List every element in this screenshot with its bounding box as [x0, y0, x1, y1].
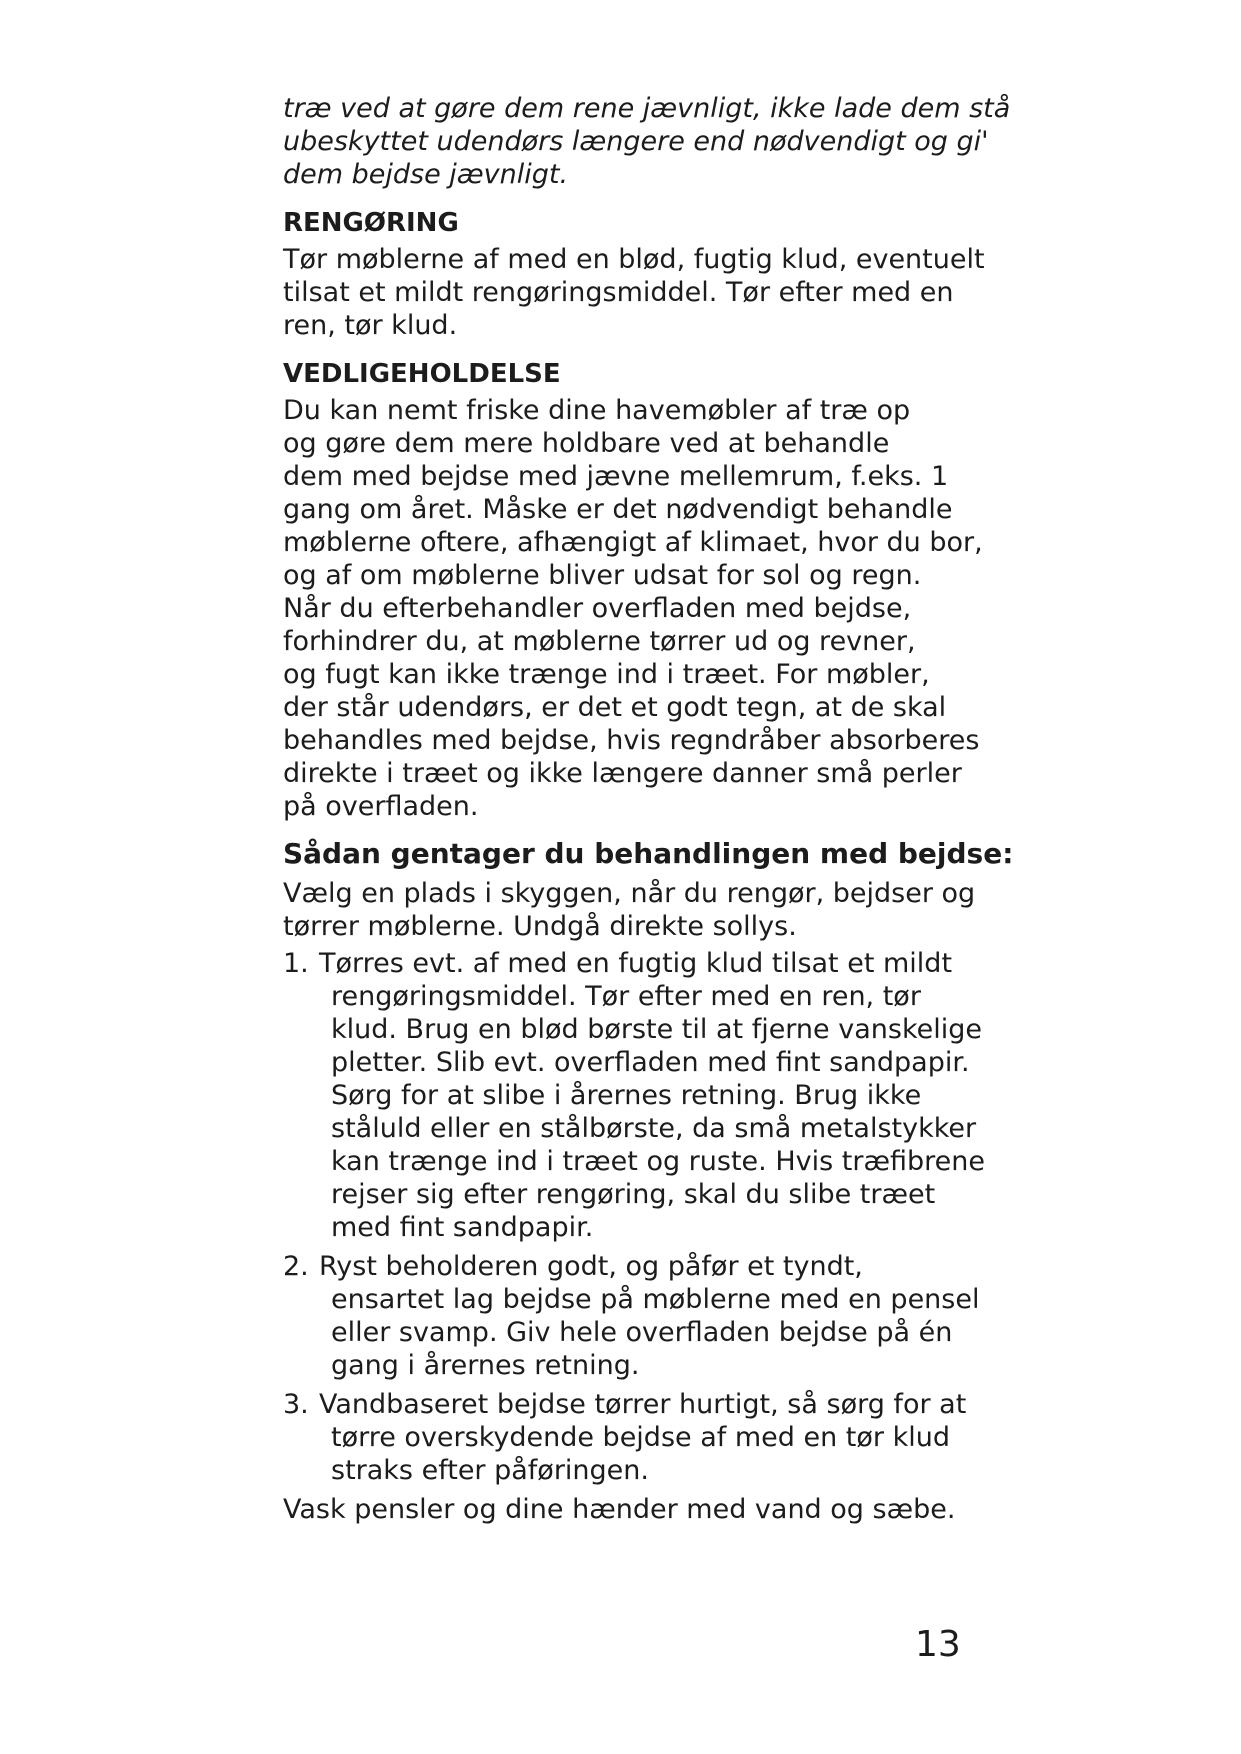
cleaning-line: Tør møblerne af med en blød, fugtig klud, eventuelt — [283, 244, 985, 275]
maintenance-line: gang om året. Måske er det nødvendigt behandle — [283, 494, 953, 525]
step-line: Tørres evt. af med en fugtig klud tilsat et mildt — [319, 948, 953, 979]
repeat-line: Vælg en plads i skyggen, når du rengør, bejdser og — [283, 878, 976, 909]
closing-line: Vask pensler og dine hænder med vand og sæbe. — [283, 1494, 956, 1525]
maintenance-line: forhindrer du, at møblerne tørrer ud og revner, — [283, 626, 916, 657]
step-line: tørre overskydende bejdse af med en tør klud — [331, 1422, 950, 1453]
step-item — [283, 1388, 1003, 1487]
step-line: ståluld eller en stålbørste, da små metalstykker — [331, 1113, 977, 1144]
step-item — [283, 1250, 1003, 1382]
maintenance-line: møblerne oftere, afhængigt af klimaet, hvor du bor, — [283, 527, 983, 558]
step-number: 1. — [283, 948, 309, 979]
step-line: Vandbaseret bejdse tørrer hurtigt, så sørg for at — [319, 1389, 967, 1420]
maintenance-line: og fugt kan ikke trænge ind i træet. For møbler, — [283, 659, 930, 690]
page-number: 13 — [915, 1624, 961, 1665]
repeat-heading: Sådan gentager du behandlingen med bejdse: — [283, 837, 1014, 870]
intro-line: ubeskyttet udendørs længere end nødvendigt og gi' — [283, 126, 989, 157]
step-line: rejser sig efter rengøring, skal du slibe træet — [331, 1179, 936, 1210]
maintenance-line: behandles med bejdse, hvis regndråber absorberes — [283, 725, 980, 756]
maintenance-paragraph — [283, 394, 1003, 823]
maintenance-line: der står udendørs, er det et godt tegn, at de skal — [283, 692, 947, 723]
cleaning-line: ren, tør klud. — [283, 310, 458, 341]
step-line: Sørg for at slibe i årernes retning. Brug ikke — [331, 1080, 922, 1111]
step-line: med fint sandpapir. — [331, 1212, 594, 1243]
repeat-paragraph — [283, 877, 1003, 943]
maintenance-line: og gøre dem mere holdbare ved at behandle — [283, 428, 890, 459]
cleaning-heading: RENGØRING — [283, 208, 459, 238]
maintenance-line: Når du efterbehandler overfladen med bejdse, — [283, 593, 912, 624]
step-line: eller svamp. Giv hele overfladen bejdse på én — [331, 1317, 953, 1348]
step-item — [283, 947, 1003, 1244]
step-line: straks efter påføringen. — [331, 1455, 649, 1486]
step-line: pletter. Slib evt. overfladen med fint sandpapir. — [331, 1047, 970, 1078]
step-number: 2. — [283, 1251, 309, 1282]
steps-list — [283, 947, 1003, 1487]
maintenance-line: på overfladen. — [283, 791, 479, 822]
step-number: 3. — [283, 1389, 309, 1420]
maintenance-line: dem med bejdse med jævne mellemrum, f.eks. 1 — [283, 461, 949, 492]
maintenance-line: direkte i træet og ikke længere danner små perler — [283, 758, 962, 789]
step-line: Ryst beholderen godt, og påfør et tyndt, — [319, 1251, 863, 1282]
intro-line: træ ved at gøre dem rene jævnligt, ikke lade dem stå — [283, 93, 1011, 124]
intro-line: dem bejdse jævnligt. — [283, 159, 569, 190]
repeat-line: tørrer møblerne. Undgå direkte sollys. — [283, 911, 797, 942]
maintenance-heading: VEDLIGEHOLDELSE — [283, 359, 561, 389]
closing-paragraph — [283, 1493, 1003, 1526]
page-content — [283, 92, 1014, 1526]
maintenance-line: og af om møblerne bliver udsat for sol og regn. — [283, 560, 922, 591]
step-line: klud. Brug en blød børste til at fjerne vanskelige — [331, 1014, 982, 1045]
maintenance-line: Du kan nemt friske dine havemøbler af træ op — [283, 395, 911, 426]
step-line: ensartet lag bejdse på møblerne med en pensel — [331, 1284, 980, 1315]
step-line: rengøringsmiddel. Tør efter med en ren, tør — [331, 981, 921, 1012]
step-line: kan trænge ind i træet og ruste. Hvis træfibrene — [331, 1146, 985, 1177]
step-line: gang i årernes retning. — [331, 1350, 640, 1381]
cleaning-paragraph — [283, 243, 1003, 342]
intro-paragraph — [283, 92, 1011, 191]
cleaning-line: tilsat et mildt rengøringsmiddel. Tør efter med en — [283, 277, 954, 308]
